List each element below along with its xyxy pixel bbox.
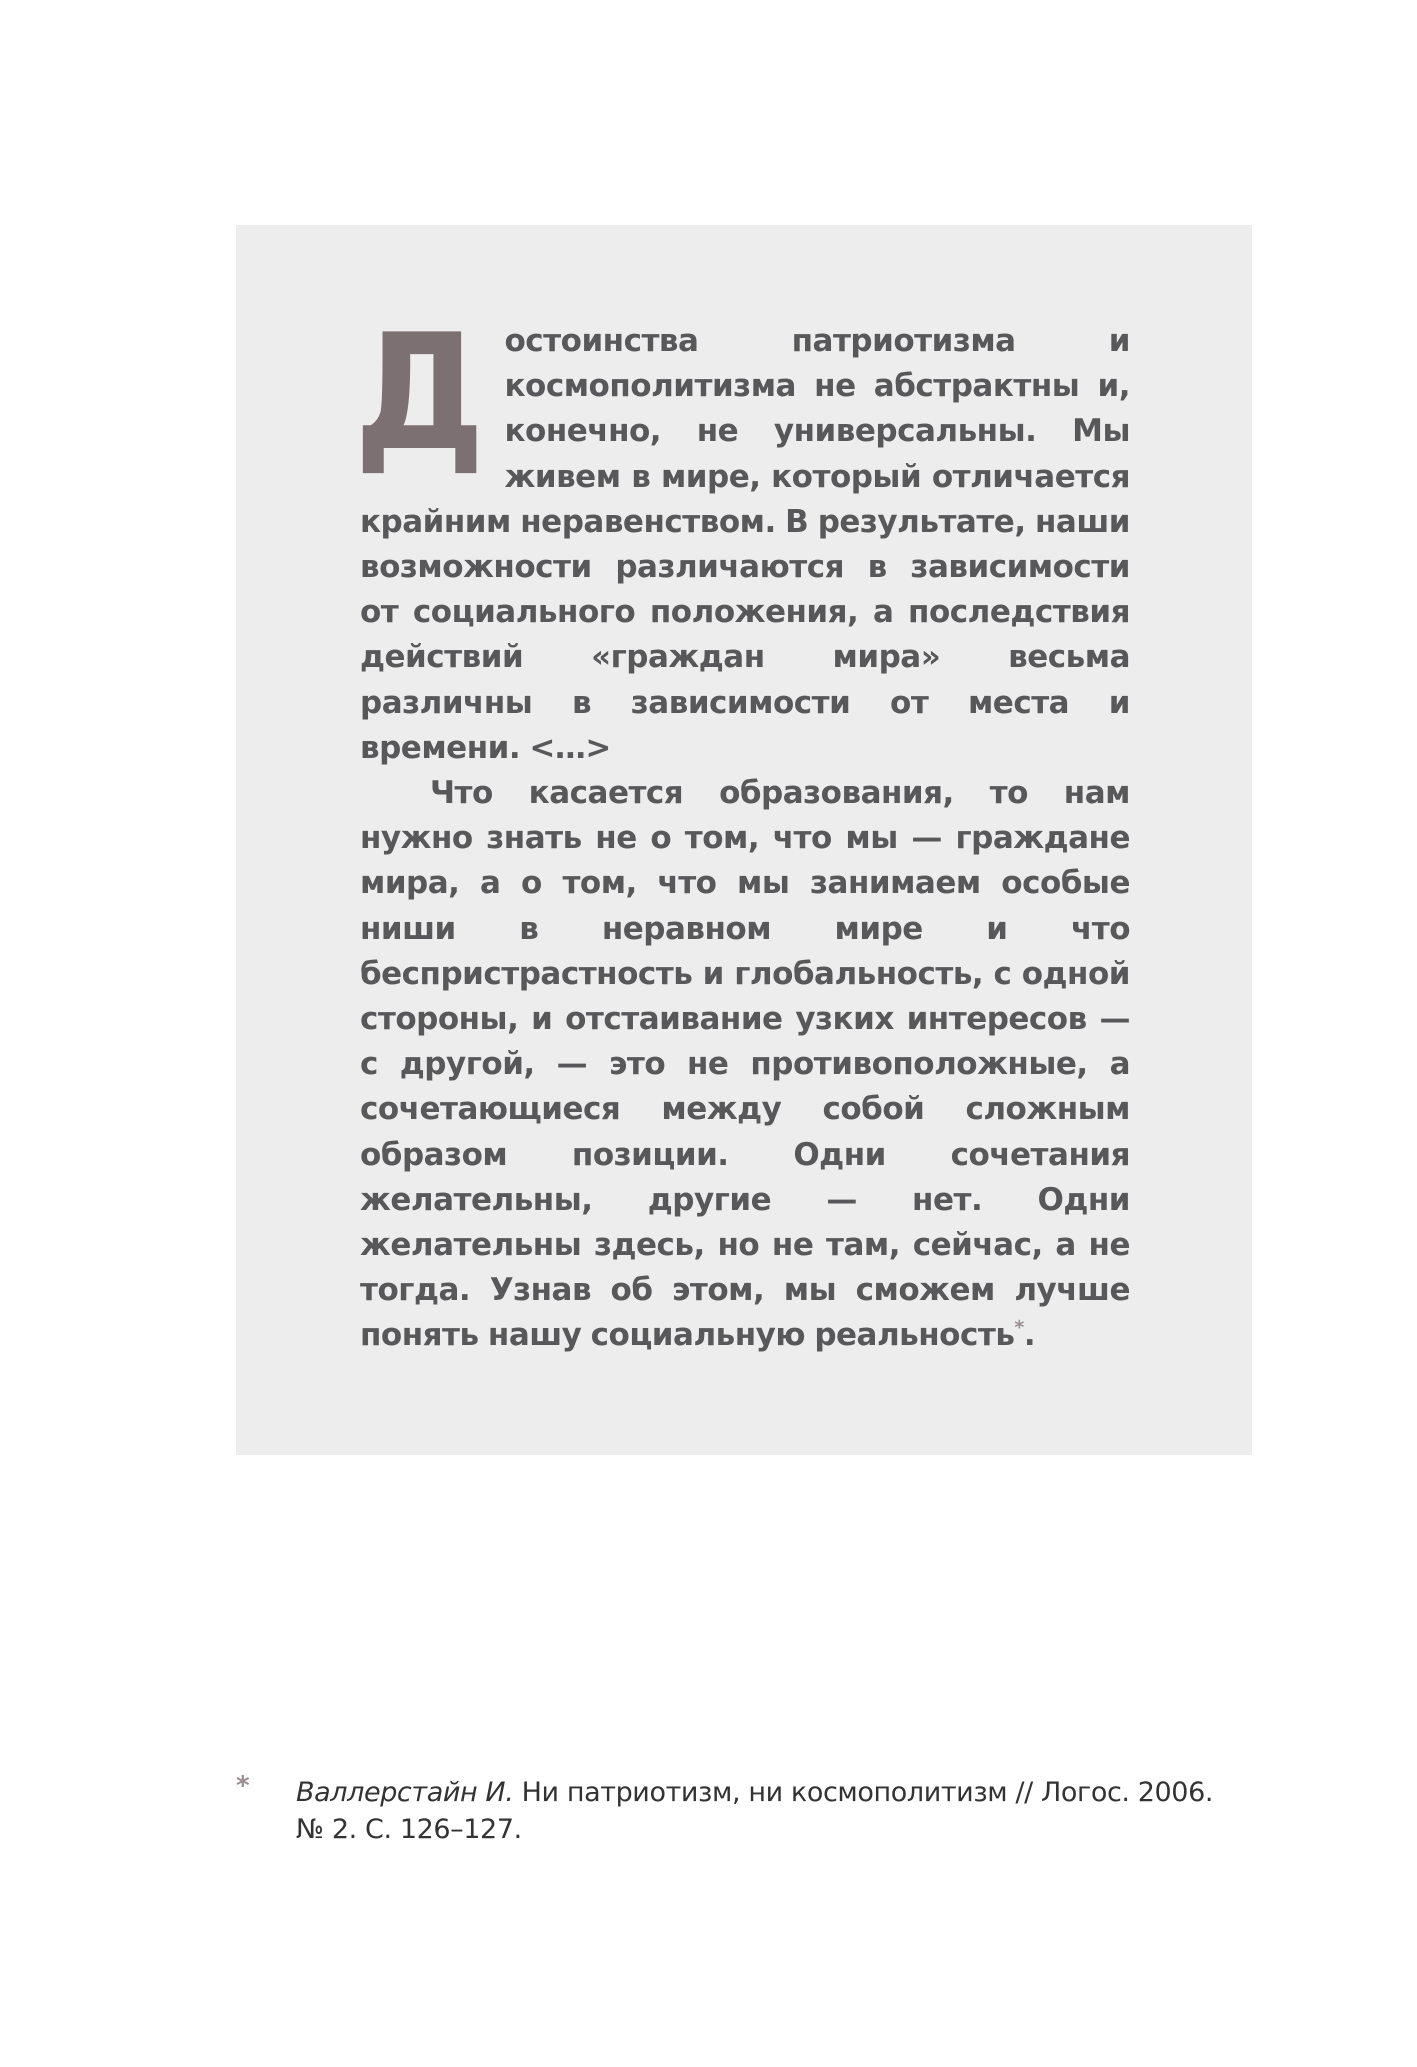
footnote-body xyxy=(296,1774,1236,1848)
footnote-author: Валлерстайн И. xyxy=(296,1777,514,1808)
footnote xyxy=(236,1771,1236,1848)
quote-paragraph-2 xyxy=(360,771,1130,1359)
quote-paragraph-1 xyxy=(354,299,1130,771)
quote-text xyxy=(354,299,1130,1359)
footnote-marker: * xyxy=(236,1771,250,1801)
drop-cap: Д xyxy=(354,299,486,486)
footnote-citation: Ни патриотизм, ни космополитизм // Логос. 2006. № 2. С. 126–127. xyxy=(296,1777,1214,1845)
quote-end-punctuation: . xyxy=(1023,1317,1036,1354)
quote-paragraph-1-text: остоинства патриотизма и космополитизма не абстрактны и, конечно, не универсальны. Мы живем в мире, который отличается крайним неравенством. В результате, наши возможности различаются в зависимости от социального положения, а последствия действий «граждан мира» весьма различны в зависимости от места и времени. <…> xyxy=(360,323,1130,766)
quote-paragraph-2-text: Что касается образования, то нам нужно знать не о том, что мы — граждане мира, а о том, что мы занимаем особые ниши в неравном мире и что беспристрастность и глобальность, с одной стороны, и отстаивание узких интересов — с другой, — это не противоположные, а сочетающиеся между собой сложным образом позиции. Одни сочетания желательны, другие — нет. Одни желательны здесь, но не там, сейчас, а не тогда. Узнав об этом, мы сможем лучше понять нашу социальную реальность xyxy=(360,775,1130,1354)
footnote-reference-mark[interactable]: * xyxy=(1014,1317,1024,1340)
quote-box xyxy=(236,225,1252,1455)
